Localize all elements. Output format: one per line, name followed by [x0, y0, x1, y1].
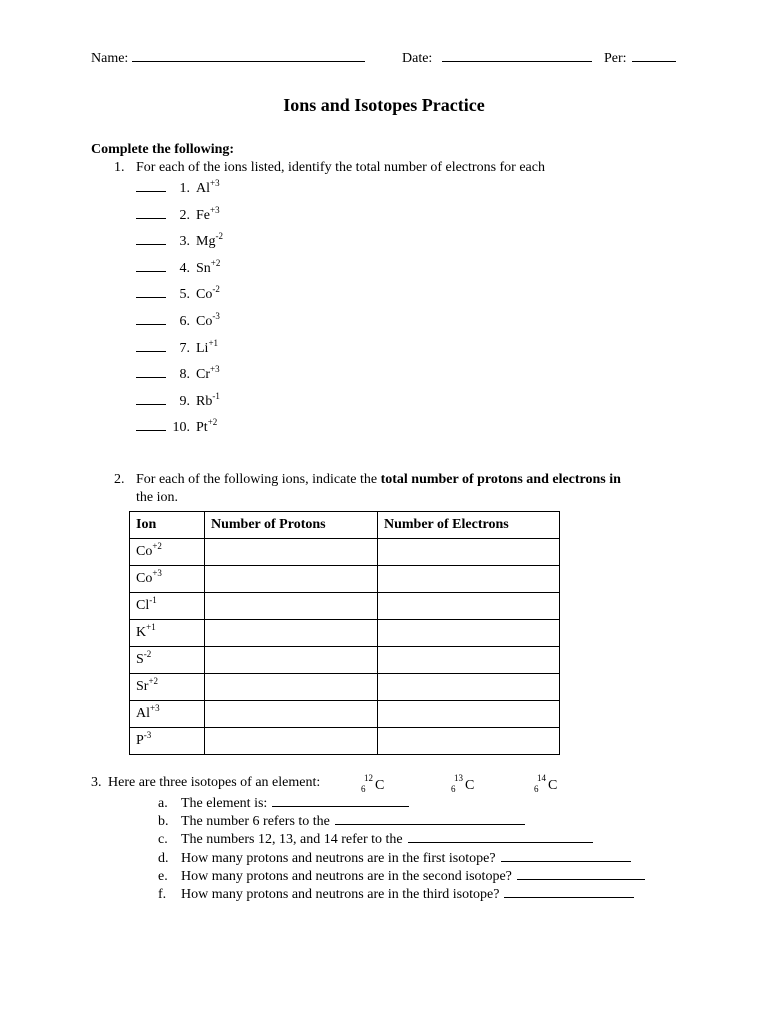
ion-cell — [130, 674, 205, 701]
ion-symbol: Al — [196, 181, 210, 196]
date-row — [402, 48, 592, 67]
answer-blank[interactable] — [136, 205, 166, 219]
q1-item — [136, 178, 220, 197]
subitem-letter: e. — [158, 868, 168, 884]
ion-charge: +3 — [150, 703, 160, 713]
answer-blank[interactable] — [504, 884, 634, 898]
q1-item — [136, 391, 220, 410]
q1-prompt: For each of the ions listed, identify the total number of electrons for each — [136, 160, 545, 175]
subitem-letter: c. — [158, 832, 168, 848]
table-row — [130, 647, 560, 674]
date-blank[interactable] — [442, 48, 592, 62]
electrons-cell[interactable] — [378, 593, 560, 620]
per-row — [604, 48, 676, 67]
q3-subitem — [158, 848, 631, 867]
ion-charge: +2 — [152, 541, 162, 551]
answer-blank[interactable] — [136, 364, 166, 378]
ion-symbol: Cr — [196, 367, 210, 383]
isotope-notation — [534, 775, 557, 794]
section-heading: Complete the following: — [91, 142, 235, 157]
ions-table — [129, 511, 560, 755]
name-row — [91, 48, 365, 67]
ion-symbol: Rb — [196, 393, 213, 409]
q2-prompt-end: the ion. — [136, 490, 178, 505]
mass-number: 13 — [454, 773, 463, 783]
protons-cell[interactable] — [205, 620, 378, 647]
ion-charge: -1 — [212, 390, 220, 401]
answer-blank[interactable] — [335, 811, 525, 825]
q1-item-number: 7. — [179, 340, 190, 356]
ion-symbol: Co — [136, 544, 153, 559]
q1-item — [136, 284, 220, 303]
ion-symbol: Pt — [196, 420, 208, 436]
per-blank[interactable] — [632, 48, 676, 62]
ion-symbol: Fe — [196, 207, 210, 223]
q1-item-number: 8. — [179, 367, 190, 383]
ion-charge: -3 — [143, 730, 152, 740]
q1-item-number: 10. — [172, 420, 190, 436]
q1-item-number: 1. — [179, 181, 190, 196]
answer-blank[interactable] — [408, 829, 593, 843]
atomic-number: 6 — [451, 784, 456, 794]
electrons-cell[interactable] — [378, 728, 560, 755]
q2-prompt — [136, 472, 621, 488]
table-row — [130, 620, 560, 647]
page-title: Ions and Isotopes Practice — [283, 95, 485, 115]
q3-subitem — [158, 884, 634, 903]
header-ion: Ion — [130, 512, 205, 539]
ion-charge: -1 — [149, 595, 157, 605]
ion-cell — [130, 647, 205, 674]
q1-item-number: 2. — [179, 207, 190, 223]
ion-symbol: K — [136, 625, 147, 640]
answer-blank[interactable] — [136, 391, 166, 405]
isotope-notation — [361, 775, 384, 794]
answer-blank[interactable] — [272, 793, 409, 807]
electrons-cell[interactable] — [378, 566, 560, 593]
subitem-letter: a. — [158, 796, 168, 811]
subitem-letter: f. — [158, 887, 167, 902]
q1-item — [136, 338, 218, 357]
mass-number: 12 — [364, 773, 373, 783]
ion-charge: -2 — [143, 649, 152, 659]
ion-charge: +2 — [148, 676, 159, 686]
q2-prompt-bold: total number of protons and electrons in — [380, 472, 621, 487]
answer-blank[interactable] — [136, 417, 166, 431]
answer-blank[interactable] — [501, 848, 631, 862]
subitem-text: How many protons and neutrons are in the second isotope? — [181, 868, 512, 884]
answer-blank[interactable] — [136, 284, 166, 298]
q3-number: 3. — [91, 775, 102, 790]
table-row — [130, 593, 560, 620]
protons-cell[interactable] — [205, 566, 378, 593]
subitem-text: The number 6 refers to the — [181, 814, 330, 830]
ion-cell — [130, 593, 205, 620]
date-label: Date: — [402, 51, 433, 66]
protons-cell[interactable] — [205, 728, 378, 755]
protons-cell[interactable] — [205, 593, 378, 620]
protons-cell[interactable] — [205, 539, 378, 566]
table-row — [130, 701, 560, 728]
table-row — [130, 728, 560, 755]
q1-item — [136, 364, 220, 383]
q1-number: 1. — [114, 160, 125, 175]
table-row — [130, 674, 560, 701]
q3-prompt: Here are three isotopes of an element: — [108, 775, 321, 790]
table-header-row — [130, 512, 560, 539]
q1-item — [136, 258, 220, 277]
q2-prompt-start: For each of the following ions, indicate the — [136, 472, 381, 487]
atomic-number: 6 — [361, 784, 366, 794]
element-symbol: C — [375, 778, 385, 793]
electrons-cell[interactable] — [378, 620, 560, 647]
ion-symbol: Li — [196, 340, 209, 356]
answer-blank[interactable] — [136, 178, 166, 192]
isotope-prefix — [451, 773, 465, 794]
ion-charge: +2 — [210, 257, 221, 268]
per-label: Per: — [604, 51, 627, 66]
q3-prompt-row — [91, 775, 320, 791]
ion-symbol: Cl — [136, 598, 150, 613]
atomic-number: 6 — [534, 784, 539, 794]
answer-blank[interactable] — [517, 866, 645, 880]
q1-item — [136, 311, 220, 330]
subitem-letter: d. — [158, 850, 169, 866]
subitem-text: The numbers 12, 13, and 14 refer to the — [181, 832, 403, 848]
electrons-cell[interactable] — [378, 701, 560, 728]
subitem-text: The element is: — [181, 796, 268, 811]
q3-subitem — [158, 793, 409, 812]
q1-item — [136, 205, 220, 224]
answer-blank[interactable] — [136, 311, 166, 325]
ion-symbol: Co — [196, 287, 213, 303]
q1-item-number: 6. — [179, 314, 190, 329]
ion-charge: -2 — [215, 231, 223, 242]
q1-item-number: 3. — [179, 234, 190, 250]
ion-charge: +1 — [208, 337, 219, 348]
ion-charge: +1 — [146, 622, 156, 632]
subitem-text: How many protons and neutrons are in the first isotope? — [181, 850, 496, 866]
table-row — [130, 539, 560, 566]
electrons-cell[interactable] — [378, 647, 560, 674]
header-electrons: Number of Electrons — [378, 512, 560, 539]
q2-number: 2. — [114, 472, 125, 487]
q3-subitem — [158, 811, 525, 830]
table-row — [130, 566, 560, 593]
ion-cell — [130, 539, 205, 566]
ion-charge: +2 — [207, 417, 218, 428]
isotope-prefix — [361, 773, 375, 794]
protons-cell[interactable] — [205, 701, 378, 728]
q1-item — [136, 417, 217, 436]
name-label: Name: — [91, 51, 129, 66]
mass-number: 14 — [537, 773, 546, 783]
isotope-notation — [451, 775, 474, 794]
ion-cell — [130, 728, 205, 755]
protons-cell[interactable] — [205, 647, 378, 674]
ion-charge: +3 — [210, 178, 220, 188]
answer-blank[interactable] — [136, 338, 166, 352]
ion-symbol: Al — [136, 706, 150, 721]
q3-subitem — [158, 866, 645, 885]
subitem-text: How many protons and neutrons are in the third isotope? — [181, 887, 500, 902]
answer-blank[interactable] — [136, 258, 166, 272]
electrons-cell[interactable] — [378, 539, 560, 566]
q3-subitem — [158, 829, 593, 848]
isotope-prefix — [534, 773, 548, 794]
ion-symbol: Mg — [196, 234, 216, 250]
ion-symbol: Co — [196, 314, 213, 329]
ion-symbol: Co — [136, 571, 153, 586]
ion-charge: -2 — [212, 284, 220, 295]
name-blank[interactable] — [132, 48, 365, 62]
subitem-letter: b. — [158, 814, 169, 830]
q1-item — [136, 231, 223, 250]
q1-item-number: 5. — [179, 287, 190, 303]
header-protons: Number of Protons — [205, 512, 378, 539]
ion-charge: +3 — [210, 364, 220, 375]
ion-charge: +3 — [210, 204, 220, 215]
ion-symbol: Sn — [196, 260, 211, 276]
ion-charge: -3 — [212, 311, 220, 321]
ion-symbol: Sr — [136, 679, 149, 694]
protons-cell[interactable] — [205, 674, 378, 701]
q1-item-number: 4. — [179, 260, 190, 276]
element-symbol: C — [465, 778, 475, 793]
ion-cell — [130, 566, 205, 593]
ion-cell — [130, 701, 205, 728]
q1-item-number: 9. — [179, 393, 190, 409]
element-symbol: C — [548, 778, 558, 793]
ion-symbol: S — [136, 652, 144, 667]
ion-charge: +3 — [152, 568, 162, 578]
ion-cell — [130, 620, 205, 647]
answer-blank[interactable] — [136, 231, 166, 245]
electrons-cell[interactable] — [378, 674, 560, 701]
ion-symbol: P — [136, 733, 144, 748]
